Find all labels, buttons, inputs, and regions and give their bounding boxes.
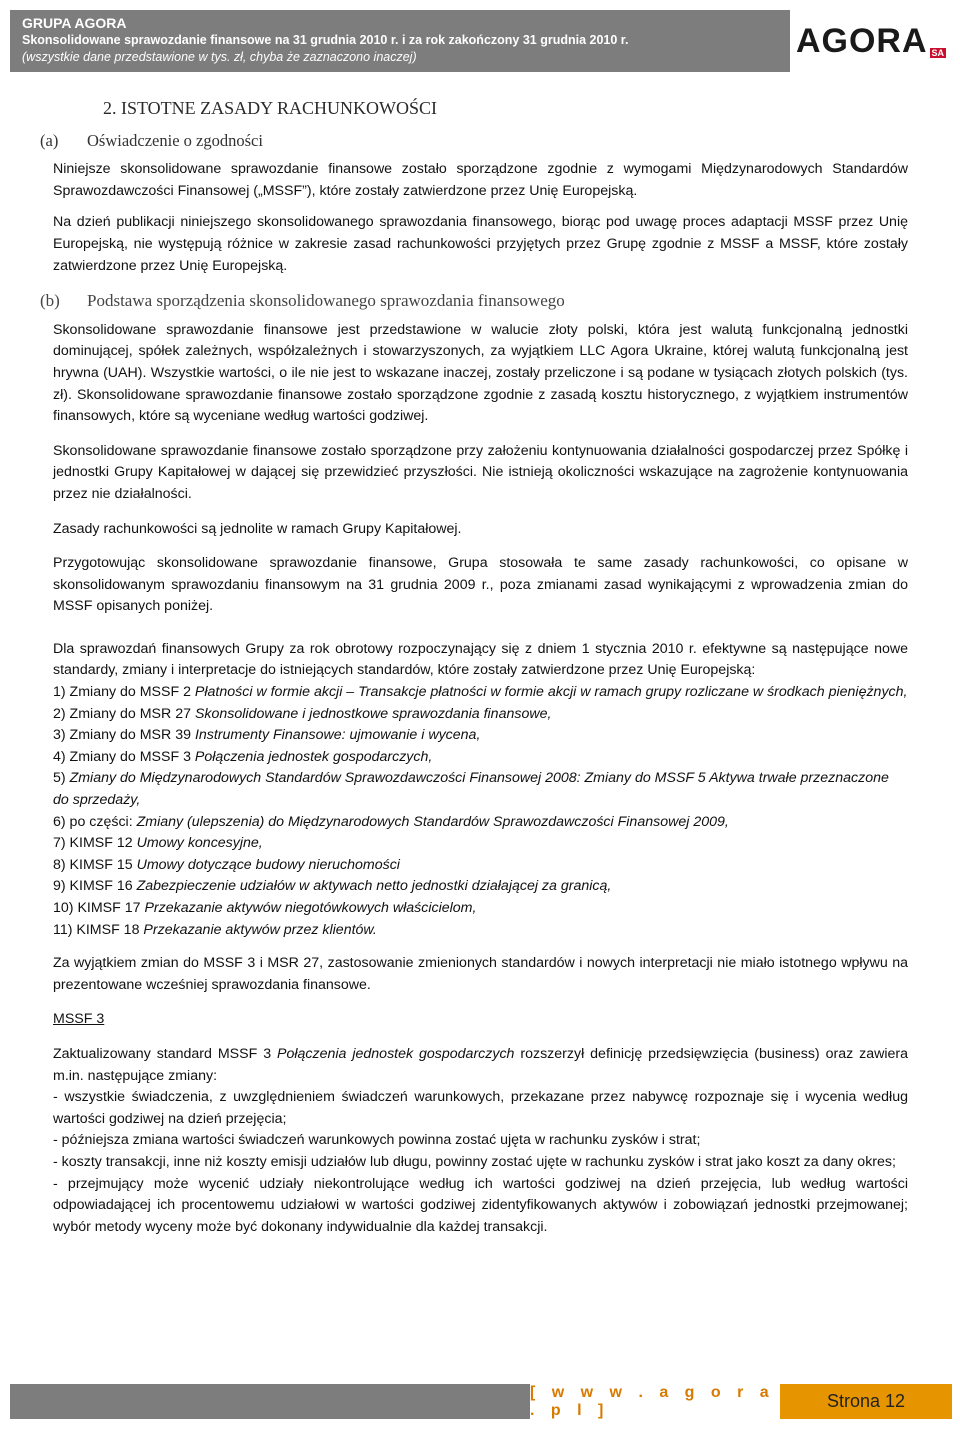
- list-item-title: Skonsolidowane i jednostkowe sprawozdania finansowe,: [194, 705, 552, 722]
- standards-list-item: [53, 704, 908, 726]
- subsection-a-title: Oświadczenie o zgodności: [87, 130, 263, 150]
- page-header: [10, 10, 952, 72]
- paragraph-b4: Przygotowując skonsolidowane sprawozdanie finansowe, Grupa stosowała te same zasady rachunkowości, co opisane w skonsolidowanym sprawozdaniu finansowym na 31 grudnia 2009 r., poza zmianami zasad wynikającymi z wprowadzenia zmian do MSSF opisanych poniżej.: [53, 555, 908, 615]
- paragraph-b3: Zasady rachunkowości są jednolite w ramach Grupy Kapitałowej.: [53, 520, 462, 537]
- list-item-title: Połączenia jednostek gospodarczych,: [194, 748, 433, 765]
- paragraph-b1: Skonsolidowane sprawozdanie finansowe jest przedstawione w walucie złoty polski, która jest walutą funkcjonalną jednostki dominującej, spółek zależnych, współzależnych i stowarzyszonych, za wyjątkiem LLC Agora Ukraine, której walutą funkcjonalną jest hrywna (UAH). Wszystkie wartości, o ile nie jest to wskazane inaczej, zostały przeliczone i są podane w tysiącach złotych polskich (tys. zł). Skonsolidowane sprawozdanie finansowe zostało sporządzone zgodnie z zasadą kosztu historycznego, z wyjątkiem instrumentów finansowych, które są wyceniane według wartości godziwej.: [53, 321, 908, 425]
- subsection-a-label: (a): [40, 130, 59, 150]
- list-item-title: Umowy dotyczące budowy nieruchomości: [136, 856, 400, 873]
- subsection-b-heading: [40, 290, 908, 312]
- mssf3-change-item: - koszty transakcji, inne niż koszty emisji udziałów lub długu, powinny zostać ujęte w rachunku zysków i strat jako koszt za dany okres;: [53, 1153, 896, 1170]
- subsection-b-title: Podstawa sporządzenia skonsolidowanego sprawozdania finansowego: [87, 291, 565, 311]
- document-body: [40, 98, 909, 1238]
- list-item-prefix: 4) Zmiany do MSSF 3: [53, 748, 195, 765]
- list-item-prefix: 10) KIMSF 17: [53, 900, 145, 916]
- header-units-note: (wszystkie dane przedstawione w tys. zł, chyba że zaznaczono inaczej): [22, 50, 417, 64]
- list-item-prefix: 8) KIMSF 15: [53, 856, 137, 873]
- standards-list-item: [53, 833, 908, 855]
- header-company: GRUPA AGORA: [22, 15, 127, 31]
- standards-list-item: [53, 920, 908, 942]
- footer-page-number: Strona 12: [780, 1384, 952, 1419]
- standards-list: [53, 682, 908, 941]
- mssf3-intro: [53, 1044, 908, 1087]
- section-title: 2. ISTOTNE ZASADY RACHUNKOWOŚCI: [103, 98, 438, 118]
- standards-list-item: [53, 812, 908, 834]
- logo-wordmark: AGORA: [795, 21, 928, 60]
- list-item-title: Przekazanie aktywów przez klientów.: [143, 921, 377, 938]
- mssf3-intro-suffix: rozszerzył definicję przedsięwzięcia (business) oraz zawiera m.in. następujące zmiany:: [53, 1045, 909, 1084]
- list-item-title: Instrumenty Finansowe: ujmowanie i wycena,: [194, 727, 481, 744]
- list-item-title: Płatności w formie akcji – Transakcje płatności w formie akcji w ramach grupy rozliczane w środkach pieniężnych,: [194, 684, 908, 701]
- standards-list-item: [53, 876, 908, 898]
- list-item-title: Zabezpieczenie udziałów w aktywach netto jednostki działającej za granicą,: [136, 878, 612, 895]
- list-item-title: Zmiany (ulepszenia) do Międzynarodowych Standardów Sprawozdawczości Finansowej 2009,: [136, 813, 729, 830]
- standards-list-item: [53, 725, 908, 747]
- subsection-b-label: (b): [40, 291, 60, 311]
- list-item-prefix: 9) KIMSF 16: [53, 878, 137, 895]
- paragraph-b2: Skonsolidowane sprawozdanie finansowe zostało sporządzone przy założeniu kontynuowania działalności gospodarczej przez Spółkę i jednostki Grupy Kapitałowej w dającej się przewidzieć przyszłości. Nie istnieją okoliczności wskazujące na zagrożenie kontynuowania przez nie działalności.: [53, 442, 908, 502]
- mssf3-change-item: - późniejsza zmiana wartości świadczeń warunkowych powinna zostać ujęta w rachunku zysków i strat;: [53, 1132, 701, 1149]
- mssf3-intro-prefix: Zaktualizowany standard MSSF 3: [53, 1045, 278, 1062]
- list-item-title: Umowy koncesyjne,: [136, 835, 263, 852]
- logo-suffix: SA: [931, 48, 945, 58]
- list-item-title: Przekazanie aktywów niegotówkowych właścicielom,: [144, 900, 477, 916]
- list-item-prefix: 7) KIMSF 12: [53, 835, 137, 852]
- footer-website-link[interactable]: [ w w w . a g o r a . p l ]: [530, 1384, 780, 1419]
- paragraph-b6: Za wyjątkiem zmian do MSSF 3 i MSR 27, zastosowanie zmienionych standardów i nowych interpretacji nie miało istotnego wpływu na prezentowane wcześniej sprawozdania finansowe.: [53, 955, 908, 993]
- header-text-block: [10, 10, 628, 72]
- standards-list-item: [53, 747, 908, 769]
- standards-list-item: [53, 855, 908, 877]
- list-item-prefix: 11) KIMSF 18: [53, 921, 144, 938]
- list-item-title: Zmiany do Międzynarodowych Standardów Sprawozdawczości Finansowej 2008: Zmiany do MSSF 5 Aktywa trwałe przeznaczone do sprzedaży,: [53, 770, 889, 809]
- standards-list-item: [53, 768, 908, 811]
- mssf3-changes-list: [53, 1087, 908, 1238]
- mssf3-heading: MSSF 3: [53, 1011, 105, 1028]
- list-item-prefix: 5): [53, 770, 70, 787]
- agora-logo: [790, 10, 952, 72]
- subsection-a-heading: [40, 130, 908, 152]
- standards-list-item: [53, 682, 908, 704]
- page-footer: [10, 1384, 952, 1419]
- mssf3-change-item: - przejmujący może wycenić udziały niekontrolujące według ich wartości godziwej na dzień przejęcia, lub według wartości odpowiadającej ich procentowemu udziałowi w wartości godziwej zidentyfikowanych aktywów i zobowiązań jednostki przejmowanej; wybór metody wyceny może być dokonany indywidualnie dla każdej transakcji.: [53, 1175, 908, 1235]
- paragraph-a2: Na dzień publikacji niniejszego skonsolidowanego sprawozdania finansowego, biorąc pod uwagę proces adaptacji MSSF przez Unię Europejską, nie występują różnice w zakresie zasad rachunkowości przyjętych przez Grupę zgodnie z MSSF a MSSF, które zostały zatwierdzone przez Unię Europejską.: [53, 214, 908, 274]
- list-item-prefix: 2) Zmiany do MSR 27: [53, 705, 195, 722]
- standards-list-item: [53, 898, 908, 920]
- mssf3-change-item: - wszystkie świadczenia, z uwzględnieniem świadczeń warunkowych, przekazane przez nabywcę rozpoznaje się i wycenia według wartości godziwej na dzień przejęcia;: [53, 1089, 908, 1127]
- paragraph-a1: Niniejsze skonsolidowane sprawozdanie finansowe zostało sporządzone zgodnie z wymogami Międzynarodowych Standardów Sprawozdawczości Finansowej („MSSF”), które zostały zatwierdzone przez Unię Europejską.: [53, 161, 908, 199]
- list-item-prefix: 1) Zmiany do MSSF 2: [53, 684, 195, 701]
- paragraph-b5: Dla sprawozdań finansowych Grupy za rok obrotowy rozpoczynający się z dniem 1 stycznia 2010 r. efektywne są następujące nowe standardy, zmiany i interpretacje do istniejących standardów, które zostały zatwierdzone przez Unię Europejską:: [53, 640, 908, 679]
- mssf3-intro-italic: Połączenia jednostek gospodarczych: [277, 1045, 515, 1062]
- list-item-prefix: 3) Zmiany do MSR 39: [53, 727, 195, 744]
- header-report-title: Skonsolidowane sprawozdanie finansowe na 31 grudnia 2010 r. i za rok zakończony 31 grudnia 2010 r.: [22, 33, 629, 47]
- list-item-prefix: 6) po części:: [53, 813, 137, 830]
